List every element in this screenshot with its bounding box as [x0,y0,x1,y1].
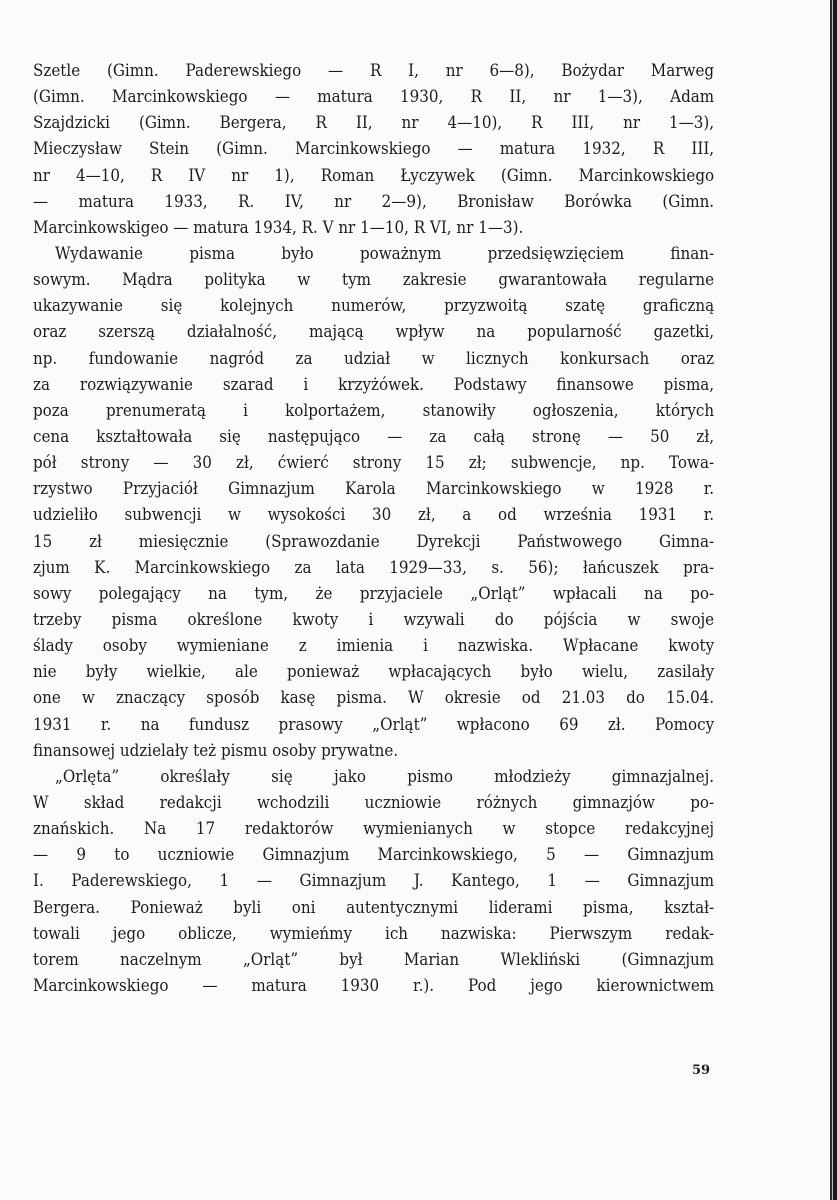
text-line: Wydawanie pisma było poważnym przedsięwzięciem finan- [55,243,715,264]
text-line: nie były wielkie, ale ponieważ wpłacających było wielu, zasilały [33,662,715,683]
text-line: — matura 1933, R. IV, nr 2—9), Bronisław Borówka (Gimn. [33,191,715,212]
text-line: zjum K. Marcinkowskiego za lata 1929—33, s. 56); łańcuszek pra- [33,557,715,578]
text-line: I. Paderewskiego, 1 — Gimnazjum J. Kantego, 1 — Gimnazjum [33,871,715,892]
text-line: sowym. Mądra polityka w tym zakresie gwarantowała regularne [33,270,715,291]
text-line: nr 4—10, R IV nr 1), Roman Łyczywek (Gimn. Marcinkowskiego [33,165,715,186]
text-line: Mieczysław Stein (Gimn. Marcinkowskiego — matura 1932, R III, [33,139,715,160]
text-line: oraz szerszą działalność, mającą wpływ na popularność gazetki, [33,322,715,343]
text-line: Szajdzicki (Gimn. Bergera, R II, nr 4—10), R III, nr 1—3), [33,113,715,134]
text-line: Marcinkowskiego — matura 1930 r.). Pod jego kierownictwem [33,975,715,996]
text-line: W skład redakcji wchodzili uczniowie różnych gimnazjów po- [33,792,715,813]
text-line: „Orlęta” określały się jako pismo młodzieży gimnazjalnej. [55,766,715,787]
text-line: Marcinkowskigeo — matura 1934, R. V nr 1—10, R VI, nr 1—3). [33,217,524,238]
text-line: za rozwiązywanie szarad i krzyżówek. Podstawy finansowe pisma, [33,374,715,395]
text-line: znańskich. Na 17 redaktorów wymienianych w stopce redakcyjnej [33,819,715,840]
text-line: rzystwo Przyjaciół Gimnazjum Karola Marcinkowskiego w 1928 r. [33,479,715,500]
text-line: pół strony — 30 zł, ćwierć strony 15 zł; subwencje, np. Towa- [33,453,715,474]
text-line: torem naczelnym „Orląt” był Marian Wlekliński (Gimnazjum [33,949,715,970]
text-line: udzieliło subwencji w wysokości 30 zł, a od września 1931 r. [33,505,715,526]
page-edge-border [830,0,837,1200]
text-line: one w znaczący sposób kasę pisma. W okresie od 21.03 do 15.04. [33,688,715,709]
text-line: sowy polegający na tym, że przyjaciele „Orląt” wpłacali na po- [33,583,715,604]
text-line: 15 zł miesięcznie (Sprawozdanie Dyrekcji Państwowego Gimna- [33,531,715,552]
text-line: Szetle (Gimn. Paderewskiego — R I, nr 6—8), Bożydar Marweg [33,61,715,81]
text-line: poza prenumeratą i kolportażem, stanowiły ogłoszenia, których [33,400,715,421]
text-line: ukazywanie się kolejnych numerów, przyzwoitą szatę graficzną [33,296,715,317]
text-line: (Gimn. Marcinkowskiego — matura 1930, R II, nr 1—3), Adam [33,87,715,108]
text-line: ślady osoby wymieniane z imienia i nazwiska. Wpłacane kwoty [33,636,715,657]
text-line: — 9 to uczniowie Gimnazjum Marcinkowskiego, 5 — Gimnazjum [33,845,715,866]
text-line: finansowej udzielały też pismu osoby prywatne. [33,740,399,761]
page-number: 59 [692,1063,711,1078]
text-line: Bergera. Ponieważ byli oni autentycznymi liderami pisma, kształ- [33,897,715,918]
text-line: towali jego oblicze, wymieńmy ich nazwiska: Pierwszym redak- [33,923,715,944]
text-line: np. fundowanie nagród za udział w licznych konkursach oraz [33,348,715,369]
text-line: cena kształtowała się następująco — za całą stronę — 50 zł, [33,426,715,447]
body-text [33,58,714,999]
text-line: trzeby pisma określone kwoty i wzywali do pójścia w swoje [33,609,715,630]
text-line: 1931 r. na fundusz prasowy „Orląt” wpłacono 69 zł. Pomocy [33,714,715,735]
